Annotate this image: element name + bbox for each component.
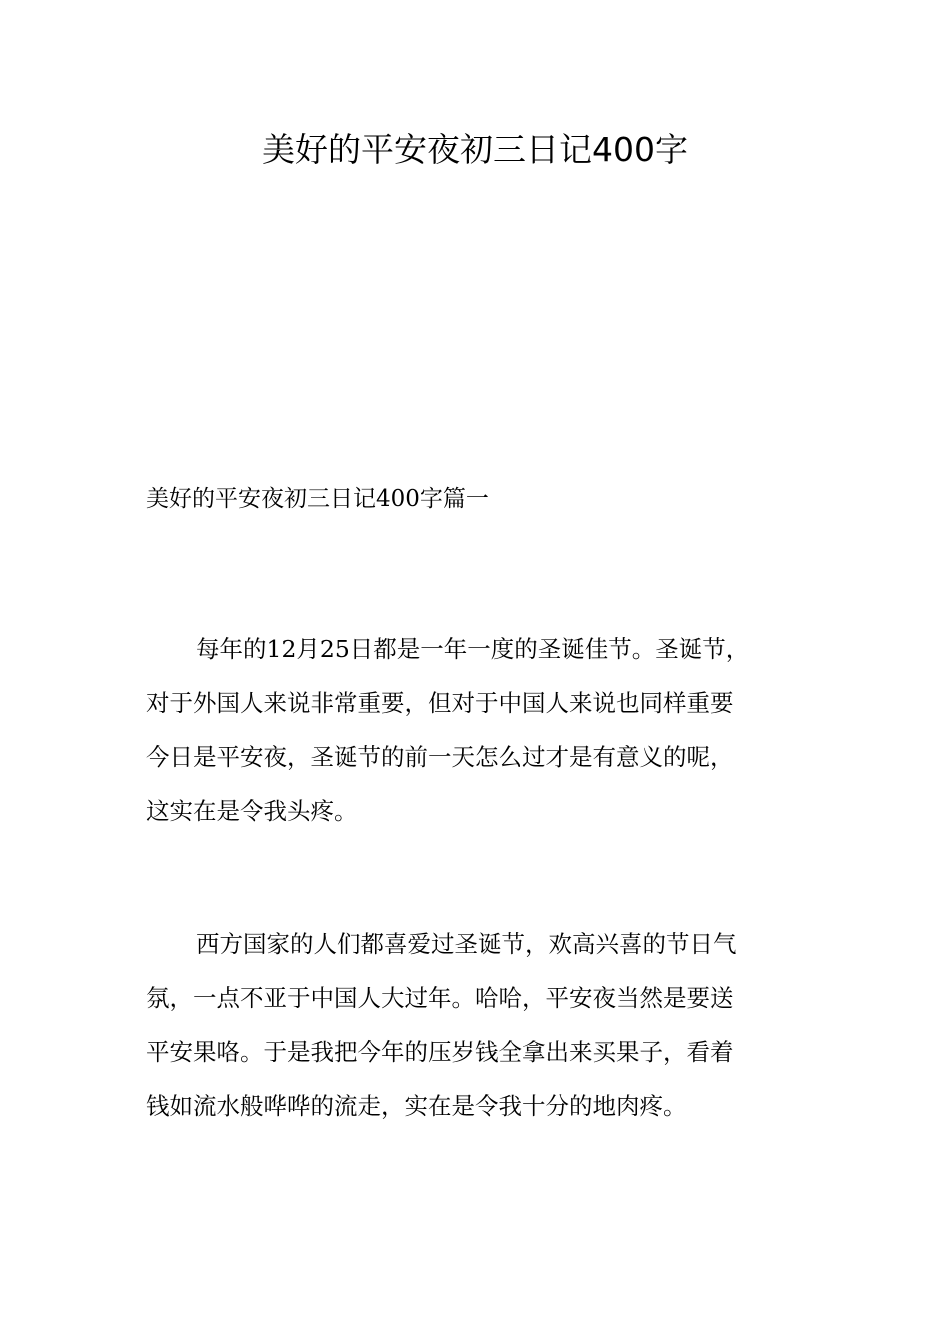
- paragraph-line: 钱如流水般哗哗的流走，实在是令我十分的地肉疼。: [146, 1092, 687, 1120]
- paragraph-line: 每年的12月25日都是一年一度的圣诞佳节。圣诞节，: [196, 635, 750, 663]
- paragraph-line: 今日是平安夜，圣诞节的前一天怎么过才是有意义的呢，: [146, 743, 734, 771]
- page-title: 美好的平安夜初三日记400字: [262, 130, 688, 169]
- paragraph-line: 对于外国人来说非常重要，但对于中国人来说也同样重要: [146, 689, 734, 717]
- paragraph-line: 西方国家的人们都喜爱过圣诞节，欢高兴喜的节日气: [196, 930, 737, 958]
- paragraph-line: 这实在是令我头疼。: [146, 797, 358, 825]
- section-heading: 美好的平安夜初三日记400字篇一: [146, 486, 489, 512]
- paragraph-2: [146, 917, 816, 1133]
- paragraph-1: [146, 622, 816, 838]
- paragraph-line: 平安果咯。于是我把今年的压岁钱全拿出来买果子，看着: [146, 1038, 734, 1066]
- paragraph-line: 氛，一点不亚于中国人大过年。哈哈，平安夜当然是要送: [146, 984, 734, 1012]
